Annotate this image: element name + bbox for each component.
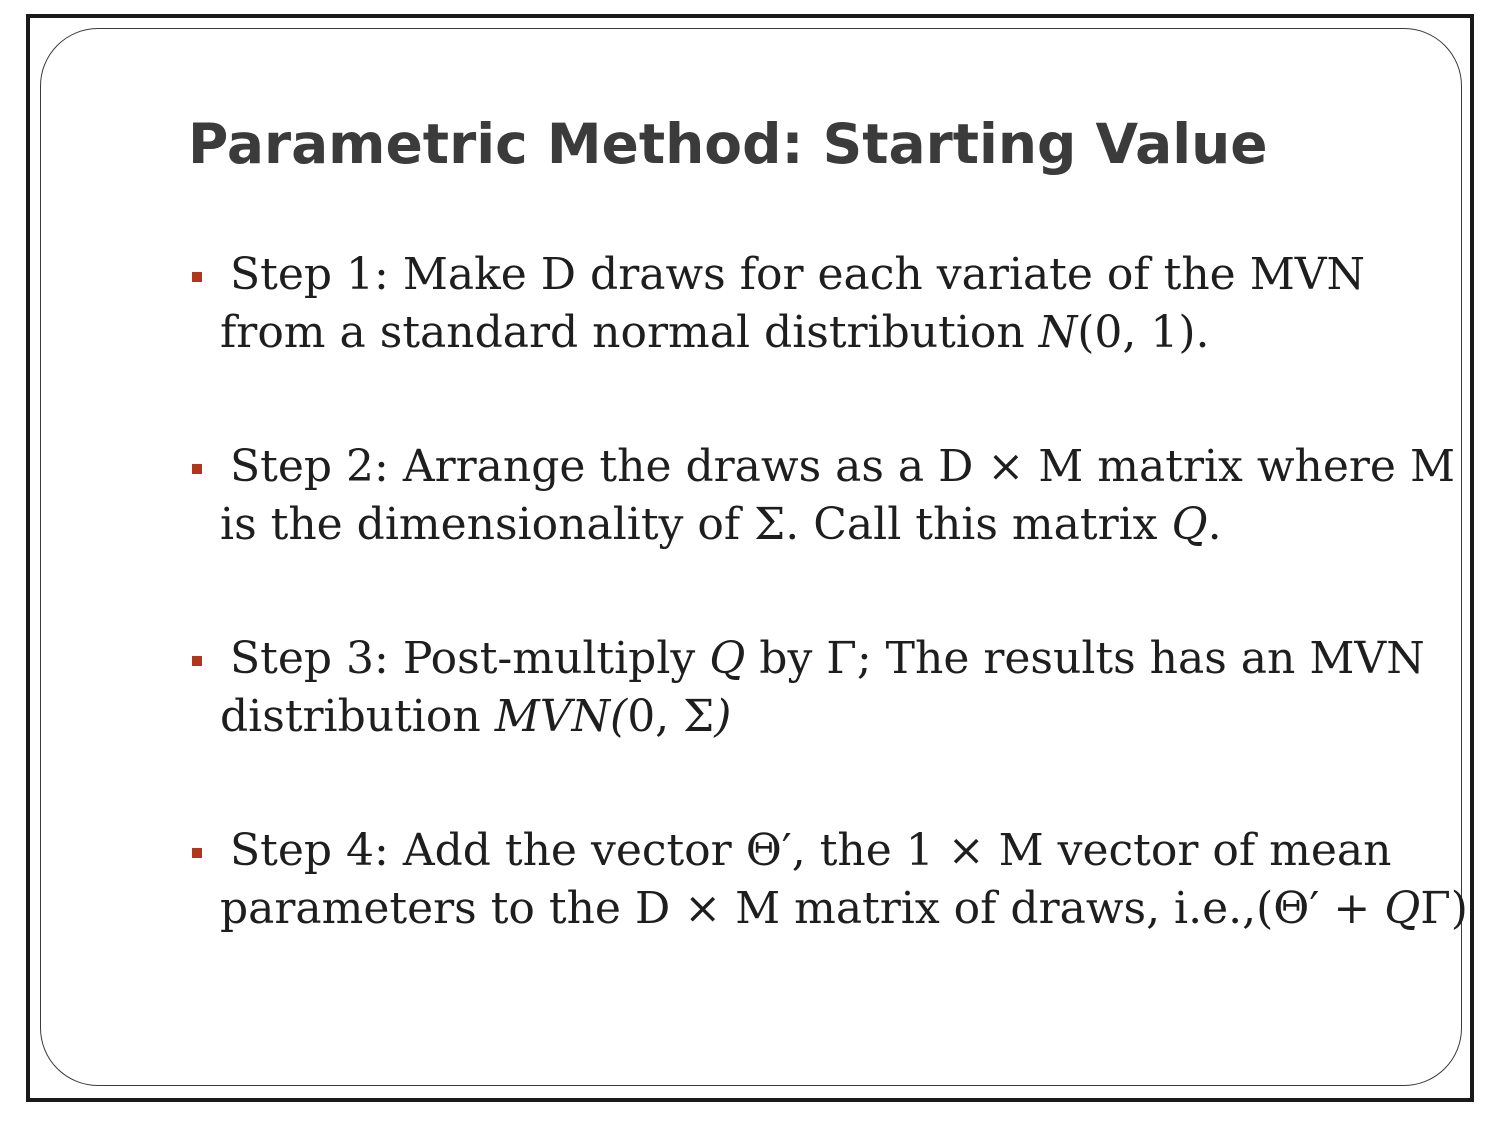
bullet-step-3-text-c: distribution — [220, 691, 495, 742]
bullet-step-3-text-a: Step 3: Post-multiply — [230, 633, 710, 684]
bullet-step-4-line-1: Step 4: Add the vector Θ′, the 1 × M vector of mean — [230, 825, 1392, 876]
bullet-step-1-line-1: Step 1: Make D draws for each variate of the MVN — [230, 249, 1366, 300]
bullet-step-2-line-2 — [220, 496, 1388, 554]
bullet-step-3-math-close: ) — [714, 691, 732, 742]
bullet-list — [188, 246, 1468, 1014]
bullet-step-3 — [188, 630, 1425, 746]
bullet-step-4-line-2 — [220, 880, 1468, 938]
bullet-step-1-line-2 — [220, 304, 1388, 362]
bullet-step-3-line-2 — [220, 688, 1388, 746]
slide-title: Parametric Method: Starting Value — [188, 112, 1268, 176]
bullet-step-1-text: from a standard normal distribution — [220, 307, 1039, 358]
square-bullet-icon — [192, 848, 202, 858]
square-bullet-icon — [192, 272, 202, 282]
bullet-step-1 — [188, 246, 1388, 362]
bullet-step-4-math-gamma: Γ) — [1420, 883, 1468, 934]
bullet-step-2 — [188, 438, 1455, 554]
square-bullet-icon — [192, 464, 202, 474]
bullet-step-3-math-args: 0, Σ — [627, 691, 715, 742]
bullet-step-4-math-q: Q — [1384, 883, 1421, 934]
bullet-step-2-line-1: Step 2: Arrange the draws as a D × M matrix where M — [230, 441, 1455, 492]
bullet-step-4 — [188, 822, 1468, 938]
bullet-step-3-math-mvn: MVN( — [494, 691, 628, 742]
bullet-step-3-line-1 — [220, 630, 1425, 688]
bullet-step-3-text-b: by Γ; The results has an MVN — [745, 633, 1425, 684]
bullet-step-2-period: . — [1207, 499, 1222, 550]
bullet-step-1-math-args: (0, 1). — [1077, 307, 1210, 358]
bullet-step-1-math-n: N — [1038, 307, 1078, 358]
bullet-step-3-math-q: Q — [709, 633, 746, 684]
bullet-step-2-math-q: Q — [1171, 499, 1208, 550]
square-bullet-icon — [192, 656, 202, 666]
bullet-step-4-text: parameters to the D × M matrix of draws, i.e.,(Θ′ + — [220, 883, 1385, 934]
bullet-step-2-text: is the dimensionality of Σ. Call this matrix — [220, 499, 1172, 550]
slide-outer-frame — [26, 14, 1474, 1102]
